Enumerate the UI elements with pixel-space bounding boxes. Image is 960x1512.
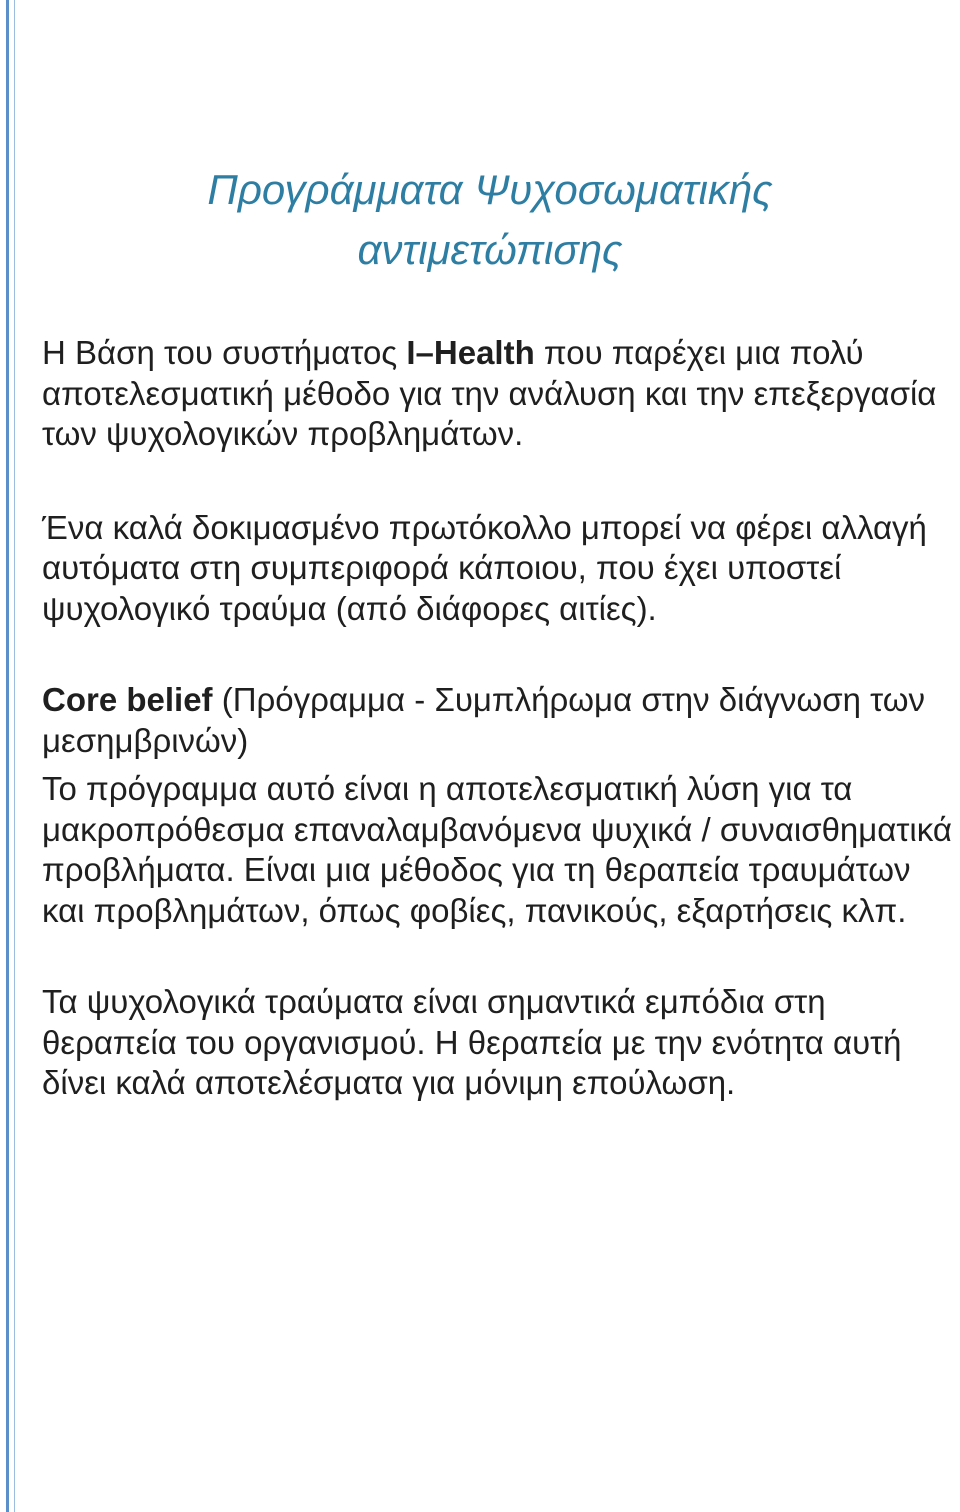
paragraph-text: Το πρόγραμμα αυτό είναι η αποτελεσματική λύση για τα μακροπρόθεσμα επαναλαμβανόμενα ψυχικά / συναισθηματικά προβλήματα. Είναι μια μέθοδος για τη θεραπεία τραυμάτων και προβλημάτων, όπως φοβίες, πανικούς, εξαρτήσεις κλπ.: [42, 770, 952, 929]
page-title: [60, 160, 920, 280]
document-body: [42, 333, 954, 1104]
left-border-rule: [6, 0, 9, 1512]
page-title-line-2: αντιμετώπισης: [357, 226, 623, 273]
paragraph-core-belief-heading: [42, 680, 954, 761]
paragraph-system-basis: [42, 333, 954, 455]
paragraph-protocol: [42, 508, 954, 630]
core-belief-label: Core belief: [42, 681, 213, 718]
paragraph-text: Η Βάση του συστήματος: [42, 334, 407, 371]
brand-name: I–Health: [406, 334, 535, 371]
left-border-rule-inner: [14, 0, 15, 1512]
paragraph-text: Ένα καλά δοκιμασμένο πρωτόκολλο μπορεί να φέρει αλλαγή αυτόματα στη συμπεριφορά κάποιου, που έχει υποστεί ψυχολογικό τραύμα (από διάφορες αιτίες).: [42, 508, 927, 627]
paragraph-program-description: [42, 769, 954, 931]
page-title-line-1: Προγράμματα Ψυχοσωματικής: [207, 166, 773, 213]
paragraph-trauma: [42, 982, 954, 1104]
paragraph-text: (Πρόγραμμα - Συμπλήρωμα στην διάγνωση των μεσημβρινών): [42, 681, 926, 759]
paragraph-text: Τα ψυχολογικά τραύματα είναι σημαντικά εμπόδια στη θεραπεία του οργανισμού. Η θεραπεία με την ενότητα αυτή δίνει καλά αποτελέσματα για μόνιμη επούλωση.: [42, 983, 902, 1101]
paragraph-text: που παρέχει μια πολύ αποτελεσματική μέθοδο για την ανάλυση και την επεξεργασία των ψυχολογικών προβλημάτων.: [42, 334, 937, 452]
